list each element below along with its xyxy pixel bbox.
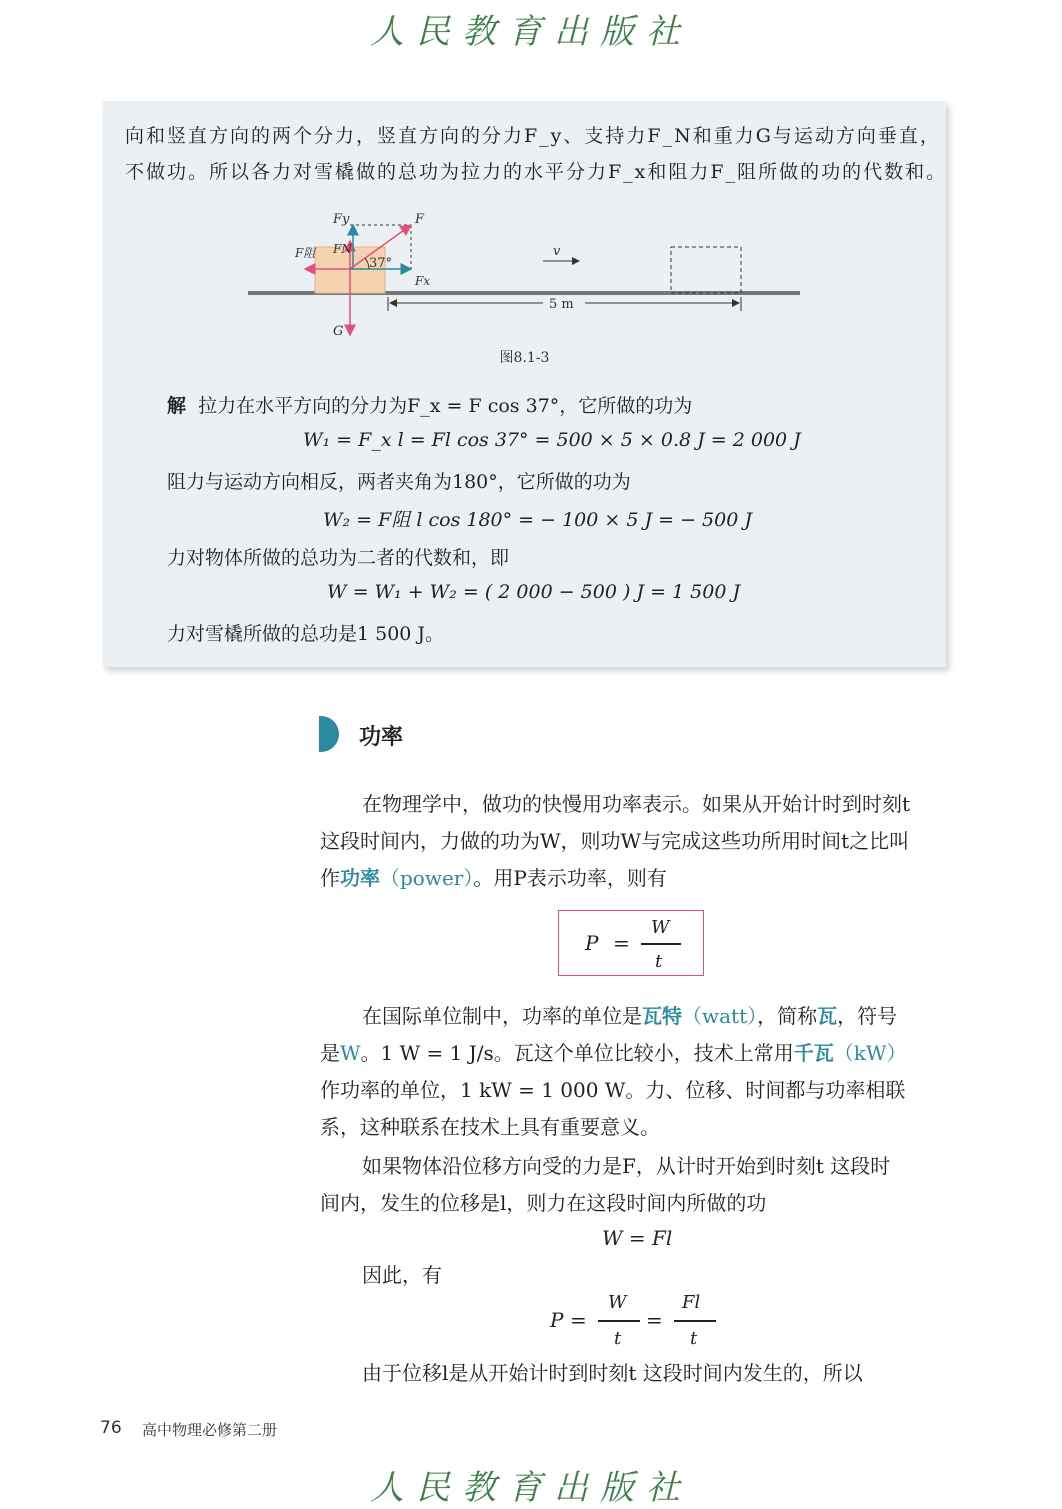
para-2-line-2-b: 。1 W = 1 J/s。瓦这个单位比较小，技术上常用 [360,1041,794,1065]
sled-end-position [671,247,741,293]
term-watt-english: （watt） [682,1004,758,1028]
solution-text-1: 拉力在水平方向的分力为F_x = F cos 37°，它所做的功为 [198,395,693,417]
para-2-line-2-a: 是 [320,1041,340,1065]
term-watt: 瓦特 [642,1004,682,1028]
label-angle: 37° [369,256,393,271]
book-title: 高中物理必修第二册 [142,1421,278,1439]
symbol-w: W [340,1041,361,1065]
equation-total: W = W₁ + W₂ = ( 2 000 − 500 ) J = 1 500 J [327,581,741,603]
power-formula-box [558,910,704,976]
formula3-eq2: = [646,1308,663,1332]
equation-w2: W₂ = F阻 l cos 180° = − 100 × 5 J = − 500 J [323,509,752,531]
para-1-line-3 [320,862,667,891]
solution-line-4: 力对雪橇所做的总功是1 500 J。 [167,623,445,645]
para-2-line-1-b: ，简称 [757,1004,818,1028]
example-intro-line-2: 不做功。所以各力对雪橇做的总功为拉力的水平分力F_x和阻力F_阻所做的功的代数和。 [125,161,948,183]
para-2-line-3: 作功率的单位，1 kW = 1 000 W。力、位移、时间都与功率相联 [320,1078,906,1102]
para-2-line-1-c: ，符号 [837,1004,898,1028]
figure-caption: 图8.1-3 [499,350,550,366]
label-fn: FN [333,242,352,256]
para-2-line-2 [320,1037,906,1066]
formula-numerator: W [651,917,670,938]
formula-denominator: t [655,951,663,972]
label-fy: Fy [333,212,350,227]
fraction-bar [641,943,681,945]
term-power: 功率 [340,866,380,890]
formula-power-derived [550,1290,730,1354]
para-1-line-3-a: 作 [320,866,340,890]
para-2-line-1 [362,1000,897,1029]
label-fx: Fx [415,274,431,288]
formula3-p: P [550,1308,564,1332]
para-1-line-1: 在物理学中，做功的快慢用功率表示。如果从开始计时到时刻t [362,792,911,816]
label-f-zu: F阻 [295,246,316,260]
formula3-num1: W [608,1292,627,1313]
equation-w1: W₁ = F_x l = Fl cos 37° = 500 × 5 × 0.8 J = 2 000 J [303,429,801,451]
para-1-line-2: 这段时间内，力做的功为W，则功W与完成这些功所用时间t之比叫 [320,829,910,853]
label-g: G [333,324,344,339]
term-kilowatt-english: （kW） [833,1041,907,1065]
para-3-line-1: 如果物体沿位移方向受的力是F，从计时开始到时刻t 这段时 [362,1154,891,1178]
para-3-line-2: 间内，发生的位移是l，则力在这段时间内所做的功 [320,1191,767,1215]
para-4: 因此，有 [362,1263,442,1287]
term-kilowatt: 千瓦 [793,1041,834,1065]
para-2-line-4: 系，这种联系在技术上具有重要意义。 [320,1115,660,1139]
label-distance: 5 m [549,297,574,312]
section-marker-icon [319,716,339,752]
formula3-den1: t [614,1328,622,1349]
page-number: 76 [100,1418,122,1438]
formula-w-fl: W = Fl [602,1226,673,1250]
publisher-logo-bottom: 人民教育出版社 [370,1468,692,1508]
publisher-logo-top: 人民教育出版社 [370,12,692,52]
formula3-den2: t [690,1328,698,1349]
formula-p: P [585,931,599,955]
section-title: 功率 [359,725,404,750]
para-5: 由于位移l是从开始计时到时刻t 这段时间内发生的，所以 [362,1361,863,1385]
solution-line-2: 阻力与运动方向相反，两者夹角为180°，它所做的功为 [167,471,631,493]
label-v: v [553,244,561,259]
formula-eq: = [613,931,630,955]
example-box [103,101,946,667]
solution-line-3: 力对物体所做的总功为二者的代数和，即 [167,547,510,569]
label-f: F [415,212,425,227]
formula3-eq1: = [570,1308,587,1332]
para-1-line-3-b: 。用P表示功率，则有 [473,866,667,890]
fraction-bar-2 [674,1320,716,1322]
example-intro-line-1: 向和竖直方向的两个分力，竖直方向的分力F_y、支持力F_N和重力G与运动方向垂直， [125,125,941,147]
para-2-line-1-a: 在国际单位制中，功率的单位是 [362,1004,642,1028]
term-power-english: （power） [380,866,474,890]
fraction-bar-1 [598,1320,640,1322]
formula3-num2: Fl [682,1292,701,1313]
solution-line-1 [167,391,692,418]
solution-label: 解 [167,395,187,417]
term-wa: 瓦 [817,1004,838,1028]
